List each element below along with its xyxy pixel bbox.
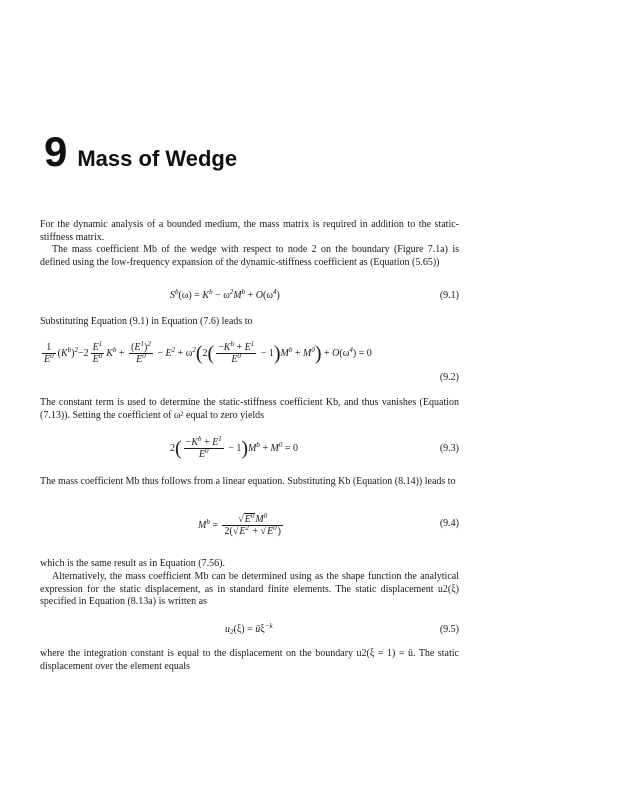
equation-label-9-4: (9.4) [439,518,459,529]
paragraph-mass-coefficient: The mass coefficient Mb thus follows from a linear equation. Substituting Kb (Equation (8.14)) leads to [40,476,456,487]
paragraph-alternatively-text: Alternatively, the mass coefficient Mb can be determined using as the shape function the analytical expression for the static displacement, as in standard finite elements. The static displacement u2(ξ) specified in Equation (8.13a) is written as [40,571,459,607]
equation-label-9-2: (9.2) [439,372,459,383]
paragraph-alternatively [40,571,459,609]
paragraph-same-result: which is the same result as in Equation (7.56). [40,558,225,569]
equation-9-2: $\frac{1}{E^0}$ $(K^b)^2-2$ $\frac{E^1}{E^0}$ $K^b$ + $\frac{(E^1)^2}{E^0}$ − $E^2 + \omega^2(2$( $\frac{-K^b + E^1}{E^0}$ − $1)M^b + M^0) + O(\omega^4) = 0$ [44,340,372,365]
chapter-title: Mass of Wedge [77,146,238,171]
equation-9-2-label-row [40,372,459,386]
equation-label-9-3: (9.3) [439,443,459,454]
equation-label-9-1: (9.1) [439,290,459,301]
equation-9-5: $u_2(\xi)$ = $ū\xi^{-k}$ (9.5) [225,622,459,636]
paragraph-constant-term: The constant term is used to determine the static-stiffness coefficient Kb, and thus vanishes (Equation (7.13)). Setting the coefficient of ω² equal to zero yields [40,397,459,421]
paragraph-mass-definition [40,244,459,269]
chapter-heading [44,128,237,176]
equation-9-3: 2( $\frac{-K^b + E^1}{E^0}$ − $1)M^b + M^0 = 0$ (9.3) [170,435,459,460]
equation-9-1: $S^b(\omega) = K^b - \omega^2M^b + O(\omega^4)$ (9.1) [170,288,459,301]
paragraph-integration-constant: where the integration constant is equal to the displacement on the boundary u2(ξ = 1) = ū. The static displacement over the element equals [40,648,459,672]
equation-label-9-5: (9.5) [439,624,459,635]
paragraph-substituting: Substituting Equation (9.1) in Equation (7.6) leads to [40,316,253,327]
chapter-number: 9 [44,128,68,175]
paragraph-mass-definition-text: The mass coefficient Mb of the wedge with respect to node 2 on the boundary (Figure 7.1a) is defined using the low-frequency expansion of the dynamic-stiffness coefficient as (Equation (5.65)) [40,244,459,268]
paragraph-intro: For the dynamic analysis of a bounded medium, the mass matrix is required in addition to the static-stiffness matrix. [40,219,459,243]
equation-9-4: $M^b$ = $\frac{√E^0M^0}{2(√E^2 + √E^0)}$ (9.4) [198,512,459,537]
